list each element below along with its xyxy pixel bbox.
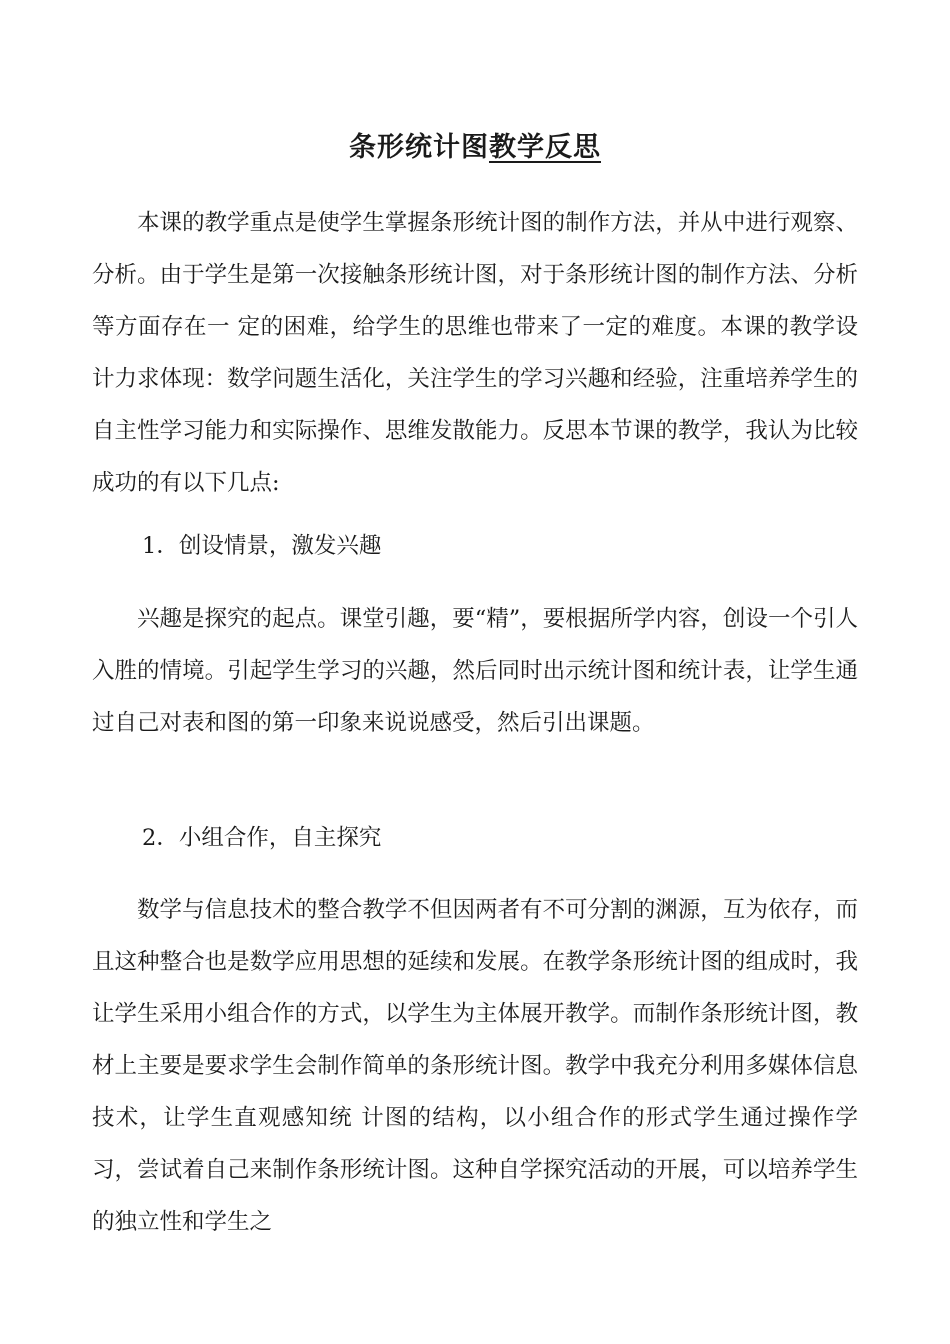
title-part-2: 教学反思 (489, 132, 601, 163)
paragraph-group-work: 数学与信息技术的整合教学不但因两者有不可分割的渊源，互为依存，而且这种整合也是数学应用思想的延续和发展。在教学条形统计图的组成时，我让学生采用小组合作的方式，以学生为主体展开教学。而制作条形统计图，教材上主要是要求学生会制作简单的条形统计图。教学中我充分利用多媒体信息技术，让学生直观感知统 计图的结构，以小组合作的形式学生通过操作学习，尝试着自己来制作条形统计图。这种自学探究活动的开展，可以培养学生的独立性和学生之 (92, 897, 858, 1235)
document-title (0, 128, 950, 168)
paragraph-interest: 兴趣是探究的起点。课堂引趣，要“精”，要根据所学内容，创设一个引人入胜的情境。引起学生学习的兴趣，然后同时出示统计图和统计表，让学生通过自己对表和图的第一印象来说说感受，然后引出课题。 (92, 606, 858, 736)
title-part-1: 条形统计图 (349, 132, 489, 163)
paragraph-intro: 本课的教学重点是使学生掌握条形统计图的制作方法，并从中进行观察、分析。由于学生是第一次接触条形统计图，对于条形统计图的制作方法、分析等方面存在一 定的困难，给学生的思维也带来了一定的难度。本课的教学设计力求体现：数学问题生活化，关注学生的学习兴趣和经验，注重培养学生的自主性学习能力和实际操作、思维发散能力。反思本节课的教学，我认为比较成功的有以下几点: (92, 210, 858, 496)
section-heading-1: 1．创设情景，激发兴趣 (142, 533, 382, 559)
section-heading-2: 2．小组合作，自主探究 (142, 825, 382, 851)
